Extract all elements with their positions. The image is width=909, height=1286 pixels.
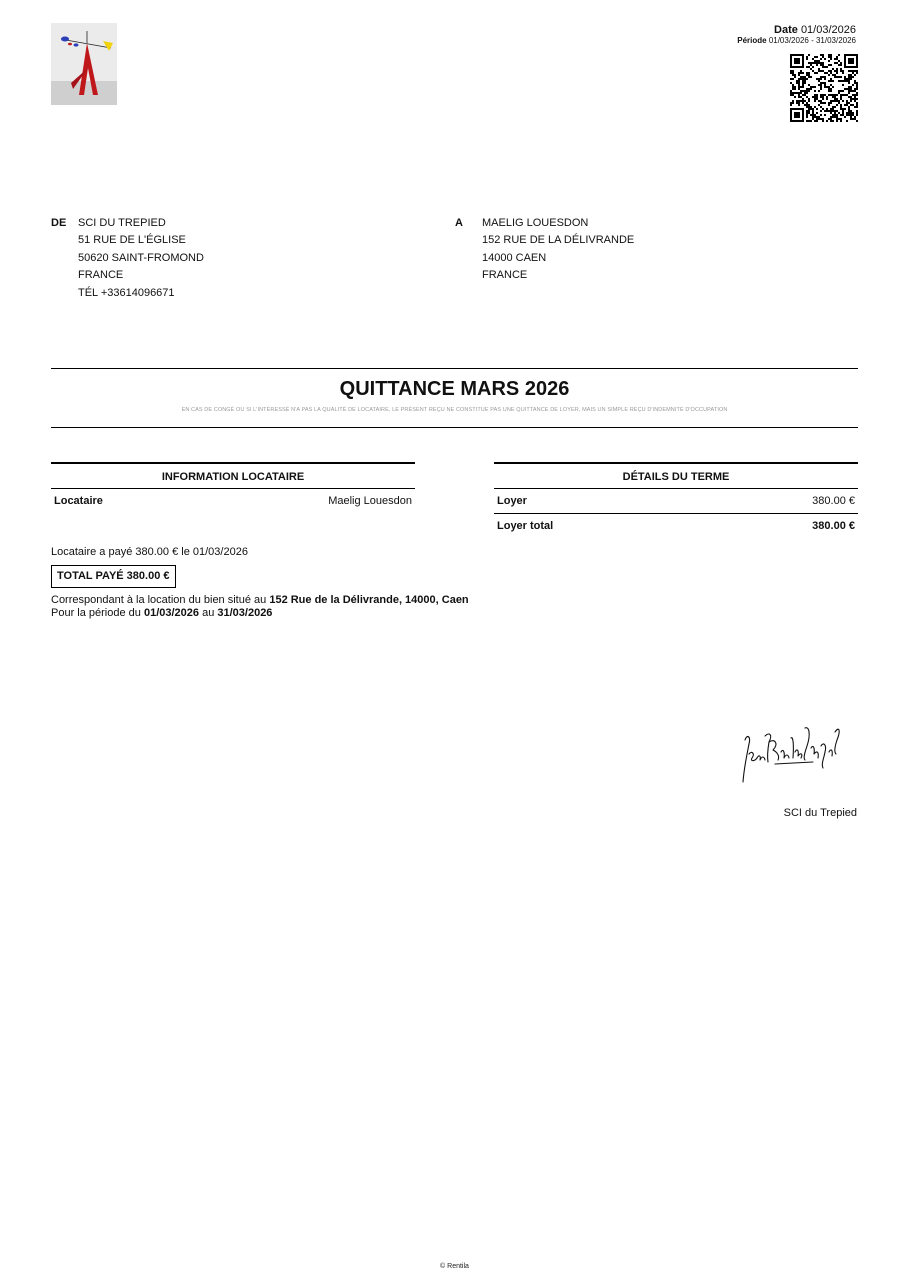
legal-notice: EN CAS DE CONGÉ OU SI L'INTÉRESSÉ N'A PAS LA QUALITÉ DE LOCATAIRE, LE PRÉSENT REÇU NE CONSTITUE PAS UNE QUITTANCE DE LOYER, MAIS UN SIMPLE REÇU D'INDEMNITÉ D'OCCUPATION xyxy=(181,407,728,413)
total-paid-box: TOTAL PAYÉ 380.00 € xyxy=(51,565,176,588)
date-row xyxy=(737,24,856,36)
sender-line: 51 RUE DE L'ÉGLISE xyxy=(78,234,186,247)
tenant-info-heading: INFORMATION LOCATAIRE xyxy=(51,462,415,489)
rent-value: 380.00 € xyxy=(812,495,855,507)
periode-row xyxy=(737,37,856,46)
sender-line: TÉL +33614096671 xyxy=(78,286,175,299)
term-details-table xyxy=(494,462,858,537)
tenant-label: Locataire xyxy=(54,495,103,507)
property-prefix: Correspondant à la location du bien situé au xyxy=(51,594,270,606)
table-row xyxy=(51,489,415,513)
table-row xyxy=(494,513,858,537)
period-prefix: Pour la période du xyxy=(51,607,144,619)
footer-credit: © Rentila xyxy=(440,1263,469,1270)
recipient-line: MAELIG LOUESDON xyxy=(482,217,589,229)
period-start: 01/03/2026 xyxy=(143,607,200,619)
logo-image xyxy=(51,23,117,105)
document-meta xyxy=(737,24,856,46)
payment-statement: Locataire a payé 380.00 € le 01/03/2026 xyxy=(51,546,248,558)
sender-label: DE xyxy=(51,217,67,229)
sender-line: 50620 SAINT-FROMOND xyxy=(78,251,204,264)
recipient-line: 14000 CAEN xyxy=(482,251,547,264)
rent-label: Loyer xyxy=(497,495,527,507)
sender-line: FRANCE xyxy=(78,269,124,282)
title-block xyxy=(51,368,858,428)
property-statement xyxy=(51,594,469,620)
signatory-name: SCI du Trepied xyxy=(783,807,857,819)
recipient-label: A xyxy=(455,217,463,229)
total-rent-label: Loyer total xyxy=(497,520,554,532)
document-title: QUITTANCE MARS 2026 xyxy=(339,378,570,400)
tenant-name: Maelig Louesdon xyxy=(328,495,412,507)
term-details-heading: DÉTAILS DU TERME xyxy=(494,462,858,489)
tenant-info-table xyxy=(51,462,415,513)
qr-code-icon xyxy=(790,54,858,122)
period-end: 31/03/2026 xyxy=(217,607,273,619)
table-row xyxy=(494,489,858,513)
total-rent-value: 380.00 € xyxy=(812,520,855,532)
periode-value: 01/03/2026 - 31/03/2026 xyxy=(768,36,856,46)
signature-image xyxy=(735,718,850,790)
date-value: 01/03/2026 xyxy=(800,24,856,36)
recipient-line: 152 RUE DE LA DÉLIVRANDE xyxy=(482,234,635,247)
recipient-line: FRANCE xyxy=(482,269,528,282)
sender-line: SCI DU TREPIED xyxy=(78,217,166,229)
date-label: Date xyxy=(774,24,798,36)
property-address: 152 Rue de la Délivrande, 14000, Caen xyxy=(269,594,469,606)
period-mid: au xyxy=(199,607,218,619)
periode-label: Période xyxy=(737,36,767,46)
